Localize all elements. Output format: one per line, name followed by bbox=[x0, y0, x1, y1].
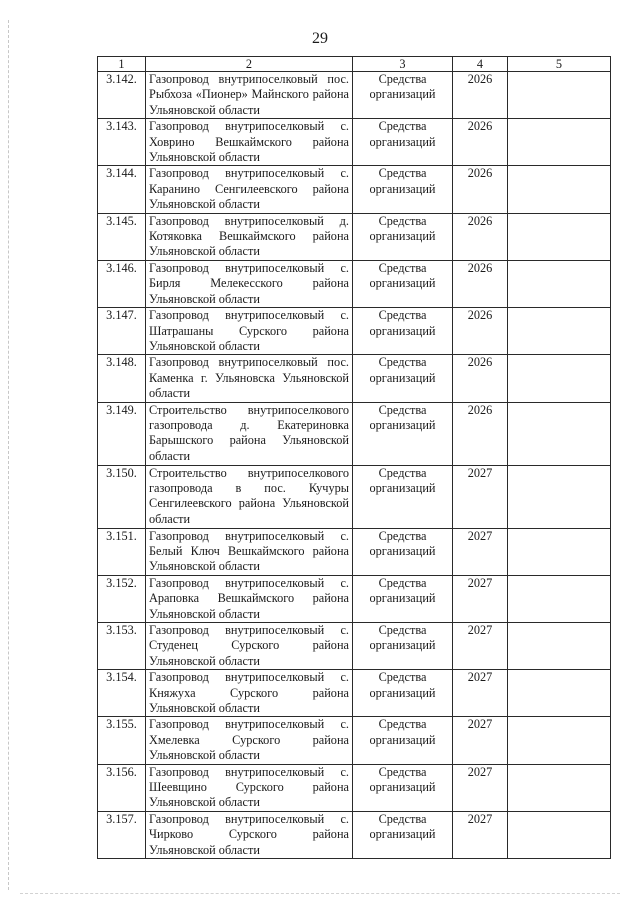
header-cell-3: 3 bbox=[353, 57, 453, 72]
note-cell bbox=[508, 622, 611, 669]
row-number-cell: 3.152. bbox=[98, 575, 146, 622]
object-name-cell: Газопровод внутрипоселковый с. Араповка Вешкаймского района Ульяновской области bbox=[146, 575, 353, 622]
table-row bbox=[98, 811, 611, 858]
table-row bbox=[98, 355, 611, 402]
table-row bbox=[98, 528, 611, 575]
object-name-cell: Газопровод внутрипоселковый д. Котяковка Вешкаймского района Ульяновской области bbox=[146, 213, 353, 260]
scan-edge-left bbox=[8, 20, 9, 890]
funding-source-cell: Средства организаций bbox=[353, 811, 453, 858]
table-row bbox=[98, 465, 611, 528]
note-cell bbox=[508, 213, 611, 260]
object-name-cell: Газопровод внутрипоселковый с. Чирково Сурского района Ульяновской области bbox=[146, 811, 353, 858]
row-number-cell: 3.142. bbox=[98, 72, 146, 119]
table-row bbox=[98, 213, 611, 260]
row-number-cell: 3.143. bbox=[98, 119, 146, 166]
funding-source-cell: Средства организаций bbox=[353, 465, 453, 528]
year-cell: 2026 bbox=[453, 308, 508, 355]
note-cell bbox=[508, 260, 611, 307]
funding-source-cell: Средства организаций bbox=[353, 717, 453, 764]
year-cell: 2027 bbox=[453, 465, 508, 528]
note-cell bbox=[508, 402, 611, 465]
table-row bbox=[98, 764, 611, 811]
year-cell: 2027 bbox=[453, 622, 508, 669]
object-name-cell: Газопровод внутрипоселковый с. Княжуха Сурского района Ульяновской области bbox=[146, 670, 353, 717]
funding-source-cell: Средства организаций bbox=[353, 764, 453, 811]
note-cell bbox=[508, 764, 611, 811]
funding-source-cell: Средства организаций bbox=[353, 166, 453, 213]
year-cell: 2027 bbox=[453, 575, 508, 622]
table-row bbox=[98, 402, 611, 465]
year-cell: 2026 bbox=[453, 119, 508, 166]
note-cell bbox=[508, 528, 611, 575]
note-cell bbox=[508, 166, 611, 213]
object-name-cell: Газопровод внутрипоселковый с. Хмелевка Сурского района Ульяновской области bbox=[146, 717, 353, 764]
note-cell bbox=[508, 355, 611, 402]
table-row bbox=[98, 670, 611, 717]
object-name-cell: Газопровод внутрипоселковый пос. Рыбхоза «Пионер» Майнского района Ульяновской области bbox=[146, 72, 353, 119]
funding-source-cell: Средства организаций bbox=[353, 260, 453, 307]
row-number-cell: 3.155. bbox=[98, 717, 146, 764]
row-number-cell: 3.144. bbox=[98, 166, 146, 213]
object-name-cell: Газопровод внутрипоселковый пос. Каменка г. Ульяновска Ульяновской области bbox=[146, 355, 353, 402]
funding-source-cell: Средства организаций bbox=[353, 528, 453, 575]
year-cell: 2027 bbox=[453, 670, 508, 717]
header-cell-2: 2 bbox=[146, 57, 353, 72]
row-number-cell: 3.157. bbox=[98, 811, 146, 858]
year-cell: 2027 bbox=[453, 717, 508, 764]
year-cell: 2026 bbox=[453, 355, 508, 402]
row-number-cell: 3.147. bbox=[98, 308, 146, 355]
table-row bbox=[98, 260, 611, 307]
row-number-cell: 3.154. bbox=[98, 670, 146, 717]
year-cell: 2026 bbox=[453, 166, 508, 213]
row-number-cell: 3.146. bbox=[98, 260, 146, 307]
note-cell bbox=[508, 575, 611, 622]
table-row bbox=[98, 717, 611, 764]
year-cell: 2026 bbox=[453, 72, 508, 119]
year-cell: 2026 bbox=[453, 402, 508, 465]
funding-source-cell: Средства организаций bbox=[353, 119, 453, 166]
row-number-cell: 3.145. bbox=[98, 213, 146, 260]
scan-edge-bottom bbox=[20, 893, 620, 894]
header-cell-4: 4 bbox=[453, 57, 508, 72]
funding-source-cell: Средства организаций bbox=[353, 402, 453, 465]
table-row bbox=[98, 308, 611, 355]
note-cell bbox=[508, 465, 611, 528]
object-name-cell: Газопровод внутрипоселковый с. Шеевщино Сурского района Ульяновской области bbox=[146, 764, 353, 811]
funding-source-cell: Средства организаций bbox=[353, 622, 453, 669]
funding-source-cell: Средства организаций bbox=[353, 213, 453, 260]
note-cell bbox=[508, 119, 611, 166]
table-body bbox=[98, 72, 611, 859]
table-row bbox=[98, 166, 611, 213]
note-cell bbox=[508, 717, 611, 764]
funding-source-cell: Средства организаций bbox=[353, 72, 453, 119]
table-row bbox=[98, 622, 611, 669]
object-name-cell: Газопровод внутрипоселковый с. Белый Ключ Вешкаймского района Ульяновской области bbox=[146, 528, 353, 575]
row-number-cell: 3.153. bbox=[98, 622, 146, 669]
table-row bbox=[98, 575, 611, 622]
row-number-cell: 3.148. bbox=[98, 355, 146, 402]
object-name-cell: Газопровод внутрипоселковый с. Шатрашаны Сурского района Ульяновской области bbox=[146, 308, 353, 355]
row-number-cell: 3.156. bbox=[98, 764, 146, 811]
note-cell bbox=[508, 670, 611, 717]
year-cell: 2026 bbox=[453, 260, 508, 307]
table-row bbox=[98, 119, 611, 166]
year-cell: 2027 bbox=[453, 528, 508, 575]
note-cell bbox=[508, 811, 611, 858]
note-cell bbox=[508, 308, 611, 355]
program-table bbox=[97, 56, 611, 859]
object-name-cell: Строительство внутрипоселкового газопровода в пос. Кучуры Сенгилеевского района Ульяновской области bbox=[146, 465, 353, 528]
object-name-cell: Газопровод внутрипоселковый с. Бирля Мелекесского района Ульяновской области bbox=[146, 260, 353, 307]
header-row bbox=[98, 57, 611, 72]
row-number-cell: 3.151. bbox=[98, 528, 146, 575]
funding-source-cell: Средства организаций bbox=[353, 308, 453, 355]
header-cell-1: 1 bbox=[98, 57, 146, 72]
row-number-cell: 3.150. bbox=[98, 465, 146, 528]
object-name-cell: Строительство внутрипоселкового газопровода д. Екатериновка Барышского района Ульяновской области bbox=[146, 402, 353, 465]
object-name-cell: Газопровод внутрипоселковый с. Каранино Сенгилеевского района Ульяновской области bbox=[146, 166, 353, 213]
note-cell bbox=[508, 72, 611, 119]
funding-source-cell: Средства организаций bbox=[353, 670, 453, 717]
object-name-cell: Газопровод внутрипоселковый с. Студенец Сурского района Ульяновской области bbox=[146, 622, 353, 669]
year-cell: 2027 bbox=[453, 764, 508, 811]
row-number-cell: 3.149. bbox=[98, 402, 146, 465]
year-cell: 2027 bbox=[453, 811, 508, 858]
funding-source-cell: Средства организаций bbox=[353, 575, 453, 622]
funding-source-cell: Средства организаций bbox=[353, 355, 453, 402]
table-row bbox=[98, 72, 611, 119]
page-number: 29 bbox=[312, 30, 328, 47]
year-cell: 2026 bbox=[453, 213, 508, 260]
object-name-cell: Газопровод внутрипоселковый с. Ховрино Вешкаймского района Ульяновской области bbox=[146, 119, 353, 166]
header-cell-5: 5 bbox=[508, 57, 611, 72]
